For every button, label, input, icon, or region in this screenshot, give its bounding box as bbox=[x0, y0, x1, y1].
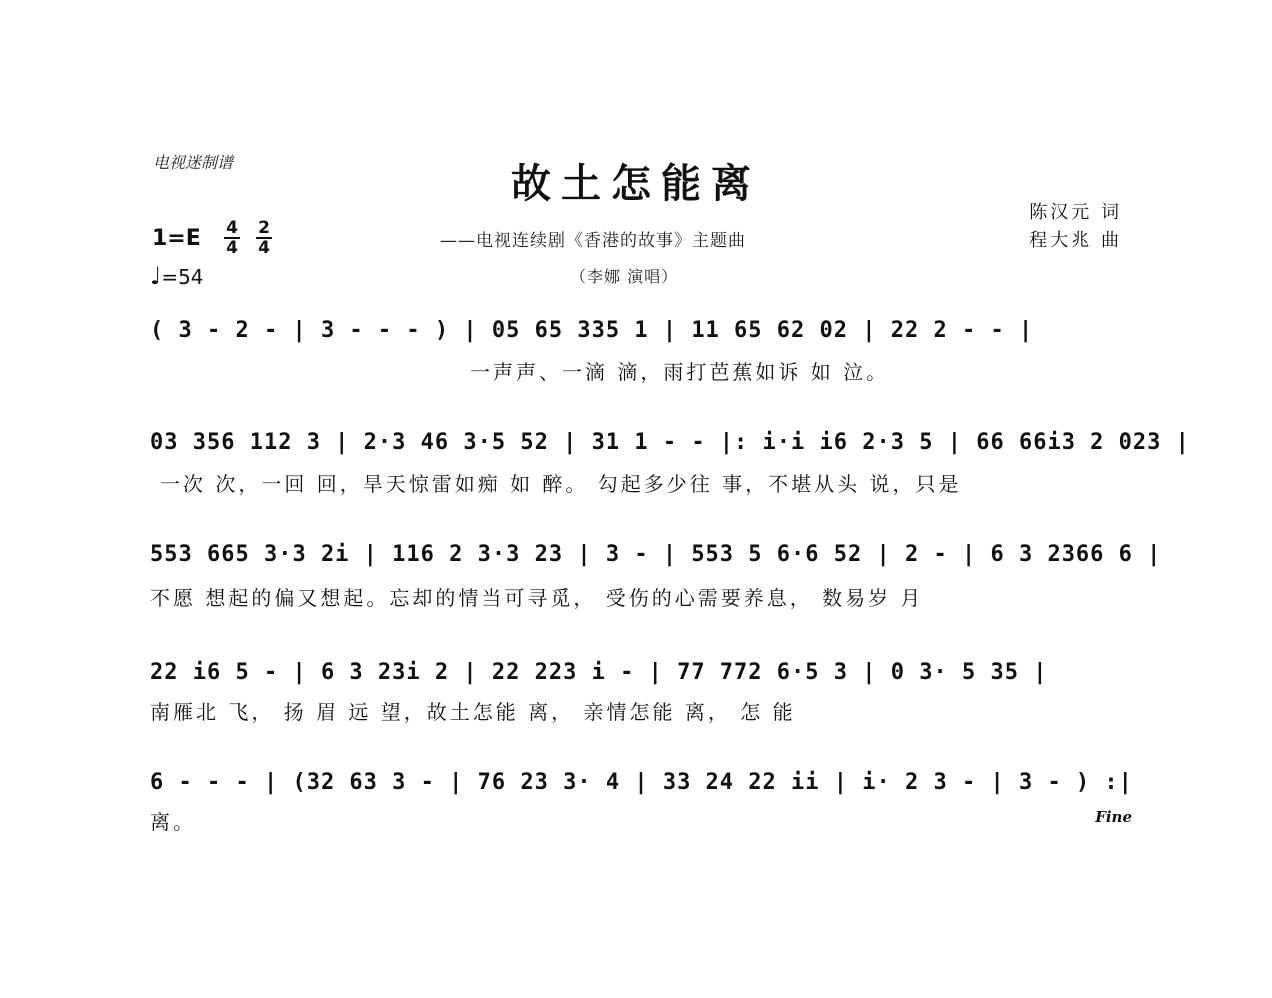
time-signature-2-4 bbox=[256, 220, 272, 256]
meter2-bottom: 4 bbox=[258, 238, 270, 258]
tempo-marking bbox=[150, 262, 204, 290]
composer-credit: 程大兆 曲 bbox=[1029, 230, 1122, 251]
lyricist-credit: 陈汉元 词 bbox=[1029, 202, 1122, 223]
lyrics-row-3: 不愿 想起的偏又想起。忘却的情当可寻觅， 受伤的心需要养息， 数易岁 月 bbox=[150, 586, 924, 610]
notation-row-1: ( 3 - 2 - | 3 - - - ) | 05 65 335 1 | 11 65 62 02 | 22 2 - - | bbox=[150, 318, 1034, 343]
lyrics-row-2: 一次 次，一回 回，旱天惊雷如痴 如 醉。 勾起多少往 事，不堪从头 说，只是 bbox=[160, 472, 962, 496]
song-subtitle: ——电视连续剧《香港的故事》主题曲 bbox=[440, 231, 746, 251]
fine-marking: Fine bbox=[1095, 808, 1132, 826]
tempo-value: =54 bbox=[161, 265, 204, 289]
notation-row-5: 6 - - - | (32 63 3 - | 76 23 3· 4 | 33 24 22 ii | i· 2 3 - | 3 - ) :| bbox=[150, 770, 1133, 795]
lyrics-row-1: 一声声、一滴 滴，雨打芭蕉如诉 如 泣。 bbox=[470, 360, 890, 384]
song-title: 故土怎能离 bbox=[511, 160, 761, 207]
meter1-top: 4 bbox=[226, 218, 238, 238]
notation-row-4: 22 i6 5 - | 6 3 23i 2 | 22 223 i - | 77 772 6·5 3 | 0 3· 5 35 | bbox=[150, 660, 1048, 685]
notation-row-3: 553 665 3·3 2i | 116 2 3·3 23 | 3 - | 553 5 6·6 52 | 2 - | 6 3 2366 6 | bbox=[150, 542, 1162, 567]
lyrics-row-5: 离。 bbox=[150, 810, 196, 834]
source-credit: 电视迷制谱 bbox=[153, 153, 234, 172]
notation-row-2: 03 356 112 3 | 2·3 46 3·5 52 | 31 1 - - |: i·i i6 2·3 5 | 66 66i3 2 023 | bbox=[150, 430, 1190, 455]
singer-credit: （李娜 演唱） bbox=[570, 267, 679, 286]
meter2-top: 2 bbox=[258, 218, 270, 238]
time-signature-4-4 bbox=[224, 220, 240, 256]
quarter-note-icon: ♩ bbox=[150, 262, 162, 290]
lyrics-row-4: 南雁北 飞， 扬 眉 远 望，故土怎能 离， 亲情怎能 离， 怎 能 bbox=[150, 700, 796, 724]
key-signature: 1=E bbox=[152, 226, 201, 251]
meter1-bottom: 4 bbox=[226, 238, 238, 258]
